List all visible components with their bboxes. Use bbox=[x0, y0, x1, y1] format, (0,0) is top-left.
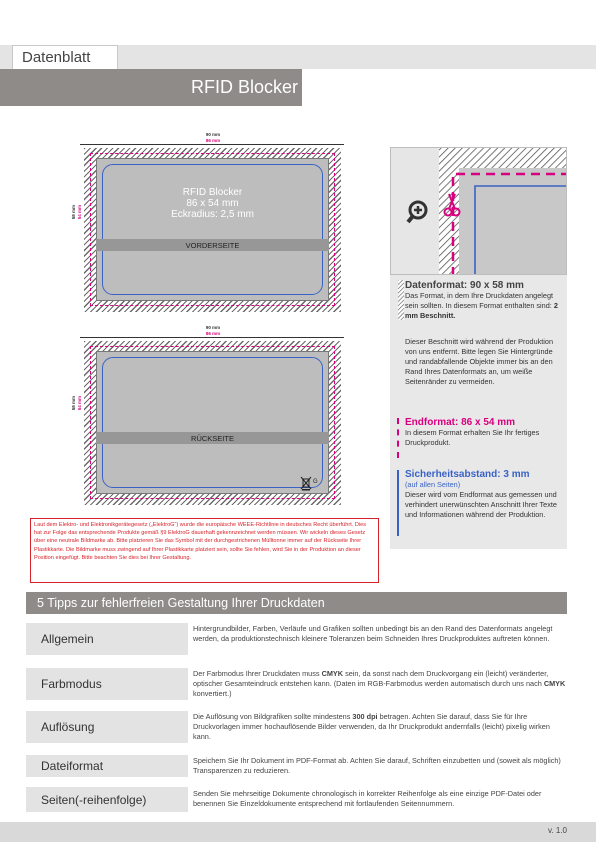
sicherheit-block bbox=[405, 469, 565, 520]
endformat-text: In diesem Format erhalten Sie Ihr fertiges Druckprodukt. bbox=[405, 428, 540, 447]
back-safety-line bbox=[102, 357, 323, 488]
datenformat-marker bbox=[398, 280, 404, 320]
front-card-line2: 86 x 54 mm bbox=[186, 198, 239, 209]
version-label: v. 1.0 bbox=[548, 826, 567, 835]
front-side-outer: 58 mm bbox=[71, 205, 76, 220]
back-dim-inner: 86 mm bbox=[205, 331, 221, 336]
tip-text-allgemein: Hintergrundbilder, Farben, Verläufe und Grafiken sollten unbedingt bis an den Rand des Datenformats angelegt werden, da produktionstechnisch kleinere Toleranzen beim Schneiden Ihres Druckproduktes auftreten können. bbox=[193, 624, 553, 643]
front-card-line3: Eckradius: 2,5 mm bbox=[171, 209, 254, 220]
back-dim-line bbox=[80, 337, 344, 338]
front-dim-inner: 86 mm bbox=[205, 138, 221, 143]
back-side-inner: 54 mm bbox=[77, 396, 82, 411]
tip-label-farbmodus: Farbmodus bbox=[26, 668, 188, 700]
datenformat-text1: Das Format, in dem Ihre Druckdaten angelegt sein sollten. In diesem Format enthalten sind: bbox=[405, 291, 554, 310]
sicherheit-title: Sicherheitsabstand: 3 mm bbox=[405, 469, 530, 480]
tip-label-dateiformat: Dateiformat bbox=[26, 755, 188, 777]
zoom-icon bbox=[405, 198, 433, 226]
front-side-inner: 54 mm bbox=[77, 205, 82, 220]
tip-label-aufloesung: Auflösung bbox=[26, 711, 188, 743]
tip-text-aufloesung: Die Auflösung von Bildgrafiken sollte mindestens 300 dpi betragen. Achten Sie darauf, dass Sie für Ihre Druckvorlagen immer hochauflösende Bilder verwenden, da Ihr Druckprodukt andernfalls (leicht) pixelig wirken kann. bbox=[193, 712, 550, 741]
back-side-label: RÜCKSEITE bbox=[191, 434, 234, 443]
datenformat-block bbox=[405, 280, 565, 321]
front-dim-line bbox=[80, 144, 344, 145]
footer-strip bbox=[0, 822, 596, 842]
tips-heading: 5 Tipps zur fehlerfreien Gestaltung Ihrer Druckdaten bbox=[26, 592, 567, 614]
front-safety-line bbox=[102, 164, 323, 295]
datenformat-text bbox=[405, 291, 565, 321]
front-side-label: VORDERSEITE bbox=[185, 241, 240, 250]
sicherheit-text: Dieser wird vom Endformat aus gemessen und verhindert unerwünschten Anschnitt Ihrer Texte und Informationen während der Produktion. bbox=[405, 490, 557, 519]
sicherheit-marker bbox=[397, 470, 399, 536]
svg-text:G: G bbox=[313, 479, 318, 485]
front-dim-outer: 90 mm bbox=[205, 132, 221, 137]
datasheet-tab: Datenblatt bbox=[12, 45, 118, 69]
weee-notice: Laut dem Elektro- und Elektronikgerätegesetz („ElektroG“) wurde die europäische WEEE-Richtlinie in deutsches Recht überführt. Dies hat zur Folge das entsprechende Produkte gemäß §9 ElektroG dauerhaft gekennzeichnet werden müssen. Wir wickeln dieses Gesetz über eine neutrale Bildmarke ab. Bitte platzieren Sie das Symbol mit der durchgestrichenen Mülltonne immer auf der Rückseite Ihrer Plastikkarte. Die Bildmarke muss zwingend auf Ihrer Plastikkarte platziert sein, sollte Sie fehlen, wird Sie in der Produktion an dieser Position eingefügt. Bitte beachten Sie dies bei Ihrer Gestaltung. bbox=[30, 518, 379, 583]
scissors-icon bbox=[443, 192, 461, 218]
endformat-marker bbox=[397, 418, 401, 458]
front-card-line1: RFID Blocker bbox=[182, 187, 243, 198]
sicherheit-sub: (auf allen Seiten) bbox=[405, 480, 461, 489]
back-side-outer: 58 mm bbox=[71, 396, 76, 411]
weee-bin-icon bbox=[300, 475, 322, 491]
tip-label-seiten: Seiten(-reihenfolge) bbox=[26, 787, 188, 812]
tip-text-seiten: Senden Sie mehrseitige Dokumente chronologisch in korrekter Reihenfolge als eine einzige PDF-Datei oder benennen Sie Einzeldokumente entsprechend mit fortlaufenden Seitennummern. bbox=[193, 789, 542, 808]
tip-label-allgemein: Allgemein bbox=[26, 623, 188, 655]
datenformat-text2: Dieser Beschnitt wird während der Produktion von uns entfernt. Bitte legen Sie Hintergründe und randabfallende Objekte immer bis an den Rand Ihres Datenformats an, um weiße Seitenränder zu vermeiden. bbox=[405, 337, 554, 386]
front-card-text bbox=[96, 187, 329, 220]
endformat-title: Endformat: 86 x 54 mm bbox=[405, 417, 516, 428]
page-title: RFID Blocker bbox=[190, 77, 298, 97]
tip-text-dateiformat: Speichern Sie Ihr Dokument im PDF-Format ab. Achten Sie darauf, Schriften einzubetten und (soweit als möglich) Transparenzen zu reduzieren. bbox=[193, 756, 561, 775]
datenformat-title: Datenformat: 90 x 58 mm bbox=[405, 280, 524, 291]
endformat-block bbox=[405, 417, 565, 448]
datenformat-bold: 2 mm Beschnitt. bbox=[405, 301, 558, 320]
back-dim-outer: 90 mm bbox=[205, 325, 221, 330]
tip-text-farbmodus: Der Farbmodus Ihrer Druckdaten muss CMYK sein, da sonst nach dem Druckvorgang ein (leicht) veränderter, optischer Gesamteindruck entstehen kann. (Daten im RGB-Farbmodus werden automatisch durch uns nach CMYK konvertiert.) bbox=[193, 669, 566, 698]
